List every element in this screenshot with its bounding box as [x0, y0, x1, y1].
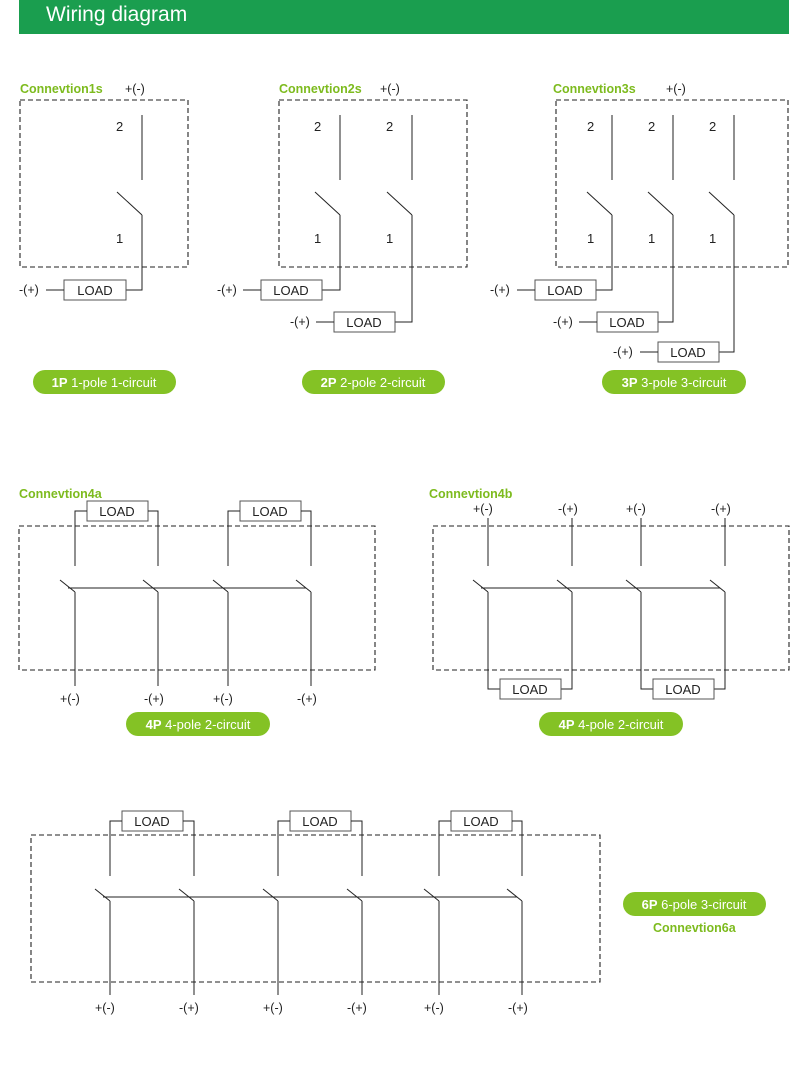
load-label: LOAD [302, 814, 338, 829]
switch-blade [710, 580, 725, 592]
switch-blade [263, 889, 278, 901]
switch-blade [387, 192, 412, 215]
terminal-number: 2 [386, 119, 394, 134]
switch-blade [315, 192, 340, 215]
pole-badge-text: 4P 4-pole 2-circuit [558, 717, 664, 732]
load-label: LOAD [346, 315, 382, 330]
wire [110, 821, 122, 876]
terminal-label: +(-) [213, 692, 233, 706]
terminal-label: -(+) [490, 283, 510, 297]
terminal-label: -(+) [19, 283, 39, 297]
switch-blade [179, 889, 194, 901]
switch-blade [424, 889, 439, 901]
terminal-label: -(+) [711, 502, 731, 516]
terminal-number: 1 [386, 231, 394, 246]
connection-6a [31, 811, 766, 1015]
terminal-number: 2 [587, 119, 595, 134]
wire [301, 511, 311, 566]
terminal-number: 1 [587, 231, 595, 246]
wire [561, 592, 572, 689]
switch-blade [143, 580, 158, 592]
terminal-label: +(-) [263, 1001, 283, 1015]
load-label: LOAD [670, 345, 706, 360]
switch-enclosure [31, 835, 600, 982]
switch-enclosure [20, 100, 188, 267]
terminal-number: 2 [648, 119, 656, 134]
wire [126, 215, 142, 290]
wire [714, 592, 725, 689]
switch-enclosure [19, 526, 375, 670]
switch-enclosure [279, 100, 467, 267]
switch-blade [347, 889, 362, 901]
terminal-number: 1 [116, 231, 124, 246]
load-label: LOAD [273, 283, 309, 298]
load-label: LOAD [99, 504, 135, 519]
connection-1s [19, 82, 188, 394]
wire [719, 215, 734, 352]
load-label: LOAD [512, 682, 548, 697]
wire [322, 215, 340, 290]
wire [395, 215, 412, 322]
switch-blade [557, 580, 572, 592]
load-label: LOAD [665, 682, 701, 697]
page-title: Wiring diagram [46, 3, 188, 26]
switch-blade [117, 192, 142, 215]
terminal-number: 2 [314, 119, 322, 134]
terminal-label: -(+) [347, 1001, 367, 1015]
connection-title: Connevtion1s [20, 82, 103, 96]
wire [228, 511, 240, 566]
terminal-label: -(+) [508, 1001, 528, 1015]
terminal-label: +(-) [626, 502, 646, 516]
connection-title: Connevtion3s [553, 82, 636, 96]
load-label: LOAD [547, 283, 583, 298]
switch-blade [60, 580, 75, 592]
terminal-number: 1 [648, 231, 656, 246]
terminal-label: -(+) [179, 1001, 199, 1015]
terminal-label: +(-) [125, 82, 145, 96]
terminal-label: -(+) [144, 692, 164, 706]
connection-title: Connevtion2s [279, 82, 362, 96]
terminal-label: -(+) [217, 283, 237, 297]
connection-title: Connevtion4a [19, 487, 102, 501]
switch-blade [587, 192, 612, 215]
wire [439, 821, 451, 876]
connection-2s [217, 82, 467, 394]
switch-blade [709, 192, 734, 215]
connection-4a [19, 487, 375, 736]
terminal-number: 1 [709, 231, 717, 246]
connection-title: Connevtion6a [653, 921, 736, 935]
pole-badge-text: 3P 3-pole 3-circuit [621, 375, 727, 390]
switch-blade [296, 580, 311, 592]
wire [596, 215, 612, 290]
terminal-label: +(-) [666, 82, 686, 96]
switch-blade [507, 889, 522, 901]
switch-blade [95, 889, 110, 901]
connection-title: Connevtion4b [429, 487, 513, 501]
load-label: LOAD [134, 814, 170, 829]
load-label: LOAD [609, 315, 645, 330]
terminal-label: +(-) [95, 1001, 115, 1015]
terminal-label: +(-) [380, 82, 400, 96]
wire [512, 821, 522, 876]
connection-3s [490, 82, 788, 394]
terminal-label: +(-) [424, 1001, 444, 1015]
pole-badge-text: 2P 2-pole 2-circuit [320, 375, 426, 390]
terminal-label: +(-) [473, 502, 493, 516]
load-label: LOAD [463, 814, 499, 829]
wire [641, 592, 653, 689]
pole-badge-text: 1P 1-pole 1-circuit [51, 375, 157, 390]
load-label: LOAD [77, 283, 113, 298]
wire [75, 511, 87, 566]
wire [351, 821, 362, 876]
terminal-number: 1 [314, 231, 322, 246]
terminal-label: +(-) [60, 692, 80, 706]
wire [278, 821, 290, 876]
terminal-label: -(+) [290, 315, 310, 329]
pole-badge-text: 4P 4-pole 2-circuit [145, 717, 251, 732]
wire [658, 215, 673, 322]
terminal-label: -(+) [558, 502, 578, 516]
switch-enclosure [433, 526, 789, 670]
wire [148, 511, 158, 566]
switch-blade [648, 192, 673, 215]
load-label: LOAD [252, 504, 288, 519]
switch-blade [213, 580, 228, 592]
switch-blade [473, 580, 488, 592]
wire [183, 821, 194, 876]
wire [488, 592, 500, 689]
switch-blade [626, 580, 641, 592]
terminal-number: 2 [116, 119, 124, 134]
terminal-label: -(+) [297, 692, 317, 706]
pole-badge-text: 6P 6-pole 3-circuit [641, 897, 747, 912]
connection-4b [429, 487, 789, 736]
terminal-number: 2 [709, 119, 717, 134]
terminal-label: -(+) [553, 315, 573, 329]
terminal-label: -(+) [613, 345, 633, 359]
